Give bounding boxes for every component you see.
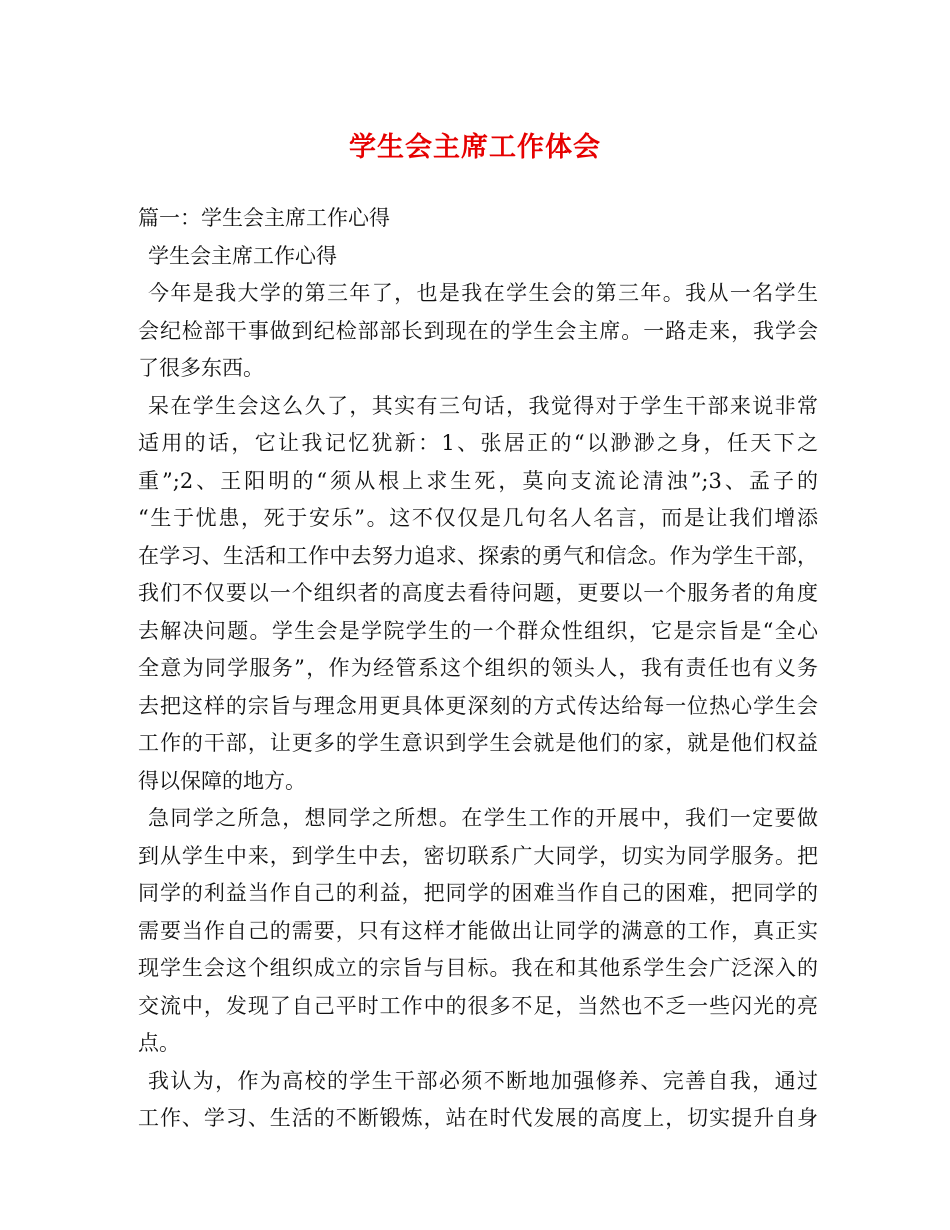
text-line: 交流中，发现了自己平时工作中的很多不足，当然也不乏一些闪光的亮: [138, 993, 818, 1018]
text-line: 急同学之所急，想同学之所想。在学生工作的开展中，我们一定要做: [148, 806, 818, 830]
text-line: 会纪检部干事做到纪检部部长到现在的学生会主席。一路走来，我学会: [138, 318, 818, 343]
text-line: 呆在学生会这么久了，其实有三句话，我觉得对于学生干部来说非常: [148, 393, 818, 418]
text-line: 工作、学习、生活的不断锻炼，站在时代发展的高度上，切实提升自身: [138, 1106, 818, 1130]
text-line: 我们不仅要以一个组织者的高度去看待问题，更要以一个服务者的角度: [138, 581, 818, 605]
text-line: 去把这样的宗旨与理念用更具体更深刻的方式传达给每一位热心学生会: [138, 693, 818, 718]
document-body: [138, 200, 818, 1138]
text-line: 需要当作自己的需要，只有这样才能做出让同学的满意的工作，真正实: [138, 918, 818, 943]
text-line: 到从学生中来，到学生中去，密切联系广大同学，切实为同学服务。把: [138, 843, 818, 868]
text-line: 了很多东西。: [138, 356, 264, 380]
text-line: 在学习、生活和工作中去努力追求、探索的勇气和信念。作为学生干部，: [138, 543, 818, 568]
text-line: 工作的干部，让更多的学生意识到学生会就是他们的家，就是他们权益: [138, 731, 818, 755]
text-line: 适用的话，它让我记忆犹新：1、张居正的“以渺渺之身，任天下之: [138, 431, 818, 455]
text-line: 得以保障的地方。: [138, 768, 306, 793]
text-line: 学生会主席工作心得: [148, 243, 337, 268]
document-title: 学生会主席工作体会: [349, 132, 601, 163]
text-line: “生于忧患，死于安乐”。这不仅仅是几句名人名言，而是让我们增添: [138, 506, 818, 530]
text-line: 全意为同学服务”，作为经管系这个组织的领头人，我有责任也有义务: [138, 656, 818, 680]
text-line: 去解决问题。学生会是学院学生的一个群众性组织，它是宗旨是“全心: [138, 618, 818, 643]
text-line: 篇一：学生会主席工作心得: [138, 206, 390, 230]
text-line: 重”;2、王阳明的“须从根上求生死，莫向支流论清浊”;3、孟子的: [138, 468, 818, 493]
text-line: 我认为，作为高校的学生干部必须不断地加强修养、完善自我，通过: [148, 1068, 818, 1093]
text-line: 今年是我大学的第三年了，也是我在学生会的第三年。我从一名学生: [148, 281, 818, 305]
text-line: 点。: [138, 1031, 180, 1055]
text-line: 同学的利益当作自己的利益，把同学的困难当作自己的困难，把同学的: [138, 881, 818, 905]
text-line: 现学生会这个组织成立的宗旨与目标。我在和其他系学生会广泛深入的: [138, 956, 818, 980]
